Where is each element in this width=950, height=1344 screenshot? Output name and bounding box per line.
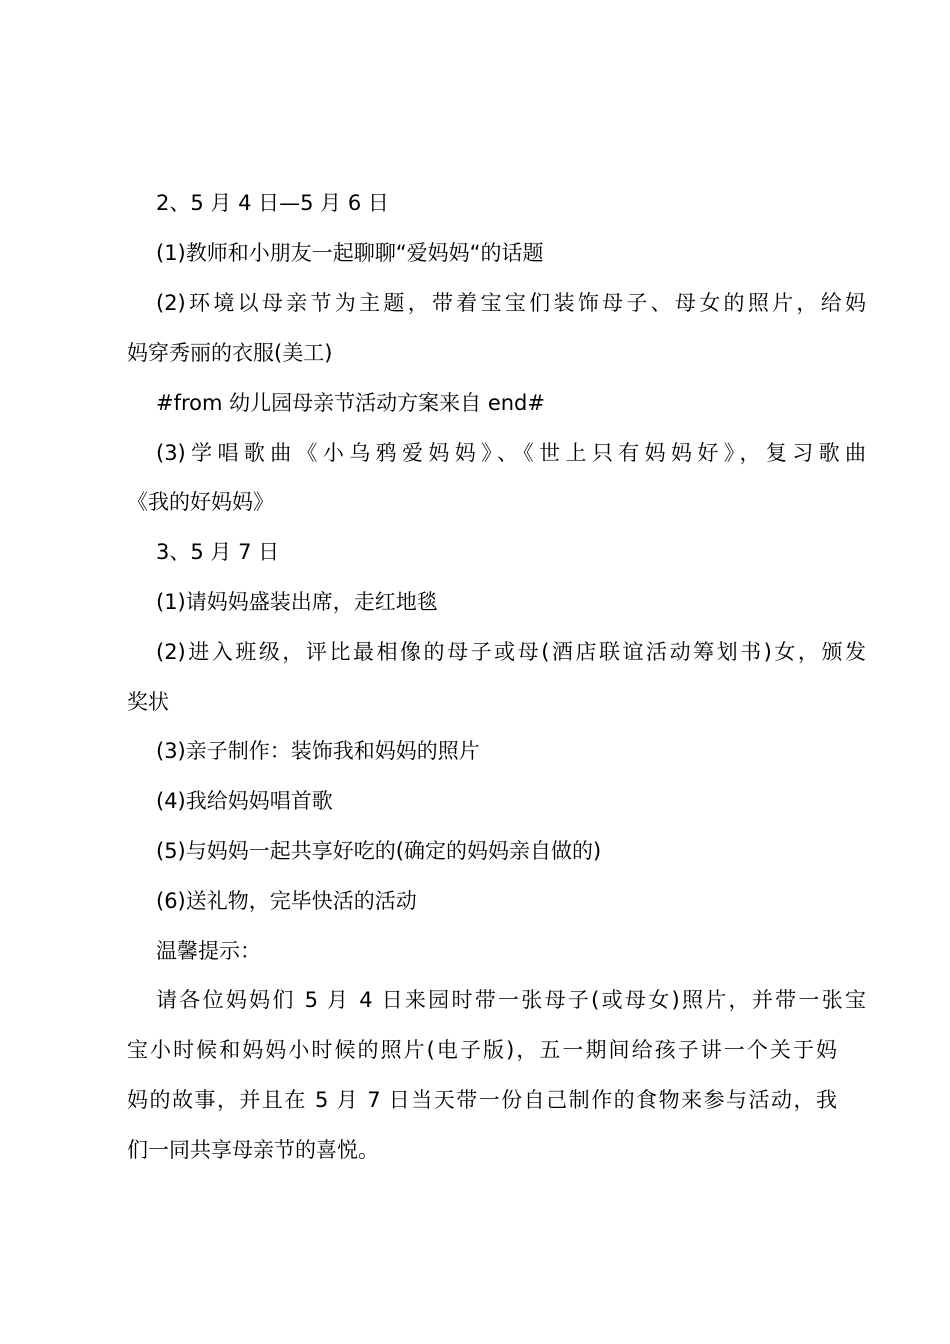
text-line-day7-item-6: (6)送礼物，完毕快活的活动 [156, 889, 417, 913]
text-line-section-3-heading: 3、5 月 7 日 [156, 540, 280, 564]
text-line-day7-item-1: (1)请妈妈盛装出席，走红地毯 [156, 590, 438, 614]
text-line-tips-part-4: 们一同共享母亲节的喜悦。 [127, 1138, 379, 1162]
text-line-item-2-part-1: (2)环境以母亲节为主题，带着宝宝们装饰母子、母女的照片，给妈 [156, 291, 866, 315]
text-line-item-2-part-2: 妈穿秀丽的衣服(美工) [127, 341, 333, 365]
text-line-section-2-heading: 2、5 月 4 日—5 月 6 日 [156, 191, 389, 215]
text-line-day7-item-2-part-2: 奖状 [127, 690, 169, 714]
text-line-item-3-part-1: (3)学唱歌曲《小乌鸦爱妈妈》、《世上只有妈妈好》，复习歌曲 [156, 441, 866, 465]
text-line-tips-heading: 温馨提示： [156, 939, 261, 963]
text-line-tips-part-3: 妈的故事，并且在 5 月 7 日当天带一份自己制作的食物来参与活动，我 [127, 1088, 837, 1112]
text-line-item-1: (1)教师和小朋友一起聊聊“爱妈妈“的话题 [156, 241, 544, 265]
text-line-day7-item-2-part-1: (2)进入班级，评比最相像的母子或母(酒店联谊活动筹划书)女，颁发 [156, 640, 866, 664]
text-line-item-3-part-2: 《我的好妈妈》 [127, 490, 274, 514]
text-line-day7-item-3: (3)亲子制作：装饰我和妈妈的照片 [156, 739, 480, 763]
text-line-day7-item-5: (5)与妈妈一起共享好吃的(确定的妈妈亲自做的) [156, 839, 602, 863]
text-line-source-note: #from 幼儿园母亲节活动方案来自 end# [156, 391, 545, 415]
text-line-tips-part-1: 请各位妈妈们 5 月 4 日来园时带一张母子(或母女)照片，并带一张宝 [156, 988, 866, 1012]
text-line-tips-part-2: 宝小时候和妈妈小时候的照片(电子版)，五一期间给孩子讲一个关于妈 [127, 1038, 837, 1062]
text-line-day7-item-4: (4)我给妈妈唱首歌 [156, 789, 333, 813]
